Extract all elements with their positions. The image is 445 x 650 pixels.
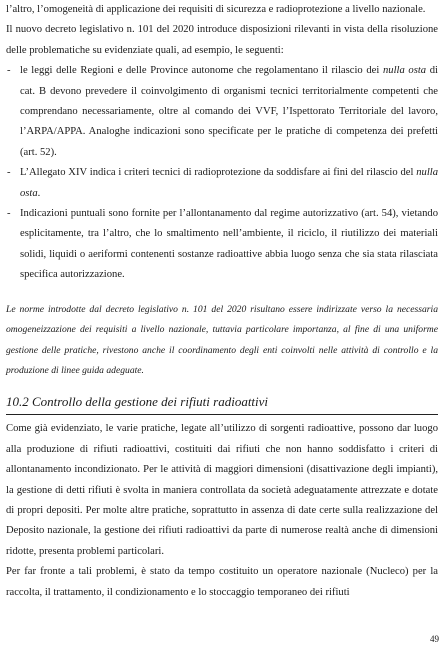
- list-item-text: L’Allegato XIV indica i criteri tecnici di radioprotezione da soddisfare ai fini del rilascio del: [20, 167, 417, 179]
- list-item-italic: nulla osta: [382, 65, 427, 77]
- page-number: 49: [430, 634, 439, 644]
- provisions-list: [6, 61, 438, 285]
- page-body: [6, 0, 438, 603]
- list-item-regional-laws: [6, 61, 438, 163]
- dash-bullet: -: [7, 208, 11, 220]
- list-item-italic: nulla osta: [20, 167, 438, 199]
- paragraph-section-1: Come già evidenziato, le varie pratiche, legate all’utilizzo di sorgenti radioattive, possono dar luogo alla produzione di rifiuti radioattivi, costituiti dai rifiuti che non hanno soddisfatto i criteri di allontanamento incondizionato. Per le attività di maggiori dimensioni (disattivazione degli impianti), la gestione di detti rifiuti è svolta in maniera controllata da società adeguatamente attrezzate e dotate di propri depositi. Per molte altre pratiche, soprattutto in assenza di date certe sulla realizzazione del Deposito nazionale, la gestione dei rifiuti radioattivi da parte di numerose realtà anche di dimensioni ridotte, presenta problemi particolari.: [6, 423, 438, 557]
- list-item-text: di cat. B devono prevedere il coinvolgimento di organismi tecnici territorialmente competenti che comprendano necessariamente, oltre al comando dei VVF, l’Ispettorato Territoriale del lavoro, l’ARPA/APPA. Analoghe indicazioni sono specificate per le pratiche di competenza dei prefetti (art. 52).: [20, 65, 438, 158]
- paragraph-decree: Il nuovo decreto legislativo n. 101 del 2020 introduce disposizioni rilevanti in vista della risoluzione delle problematiche su evidenziate quali, ad esempio, le seguenti:: [6, 24, 438, 56]
- list-item-annex-xiv: [6, 163, 438, 204]
- list-item-text: Indicazioni puntuali sono fornite per l’allontanamento dal regime autorizzativo (art. 54), vietando esplicitamente, tra l’altro, che lo smaltimento nell’ambiente, il riciclo, il riutilizzo dei materiali solidi, liquidi o aeriformi contenenti sostanze radioattive abbia luogo senza che sia stata rilasciata specifica autorizzazione.: [20, 208, 438, 281]
- paragraph-section-2: Per far fronte a tali problemi, è stato da tempo costituito un operatore nazionale (Nucleco) per la raccolta, il trattamento, il condizionamento e lo stoccaggio temporaneo dei rifiuti: [6, 566, 438, 598]
- dash-bullet: -: [7, 167, 11, 179]
- section-heading: 10.2 Controllo della gestione dei rifiuti radioattivi: [6, 393, 438, 415]
- list-item-text: le leggi delle Regioni e delle Province autonome che regolamentano il rilascio dei: [20, 65, 383, 77]
- paragraph-intro-end: l’altro, l’omogeneità di applicazione dei requisiti di sicurezza e radioprotezione a livello nazionale.: [6, 4, 426, 15]
- list-item-text: .: [37, 187, 41, 199]
- list-item-clearance: [6, 204, 438, 286]
- dash-bullet: -: [7, 65, 11, 77]
- summary-paragraph: Le norme introdotte dal decreto legislativo n. 101 del 2020 risultano essere indirizzate verso la necessaria omogeneizzazione dei requisiti a livello nazionale, tuttavia particolare importanza, al fine di una uniforme gestione delle pratiche, rivestono anche il coordinamento degli enti coinvolti nelle attività di controllo e la produzione di linee guida adeguate.: [6, 303, 438, 376]
